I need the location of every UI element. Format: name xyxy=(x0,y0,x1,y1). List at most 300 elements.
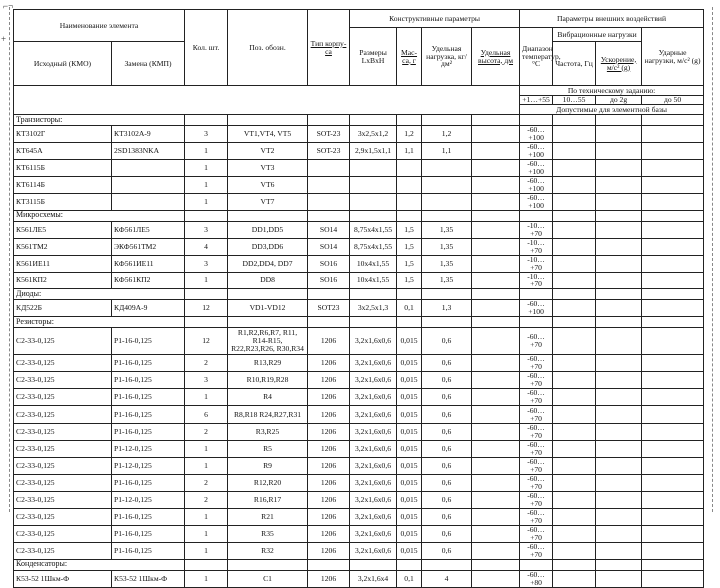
header-uskorenie: Ускорение, м/с² (g) xyxy=(596,42,642,86)
cell-temp: -60…+100 xyxy=(520,142,553,159)
header-kol: Кол. шт. xyxy=(185,10,228,86)
empty-cell xyxy=(642,210,704,221)
cell-temp: -60…+70 xyxy=(520,424,553,441)
cell-repl: КФ561ЛЕ5 xyxy=(112,221,185,238)
cell-mass: 0,015 xyxy=(397,355,422,372)
cell-temp: -60…+70 xyxy=(520,542,553,559)
cell-accel xyxy=(596,193,642,210)
cell-shock xyxy=(642,475,704,492)
cell-repl: Р1-16-0,125 xyxy=(112,542,185,559)
empty-cell xyxy=(185,317,228,328)
cell-kol: 1 xyxy=(185,142,228,159)
cell-shock xyxy=(642,238,704,255)
header-massa: Мас-са, г xyxy=(397,28,422,86)
cell-nagr: 0,6 xyxy=(422,355,472,372)
cell-corp: SO14 xyxy=(308,221,350,238)
cell-repl: Р1-16-0,125 xyxy=(112,355,185,372)
cell-dims: 8,75x4x1,55 xyxy=(350,221,397,238)
cell-poz: VT7 xyxy=(228,193,308,210)
cell-accel xyxy=(596,458,642,475)
cell-orig: С2-33-0,125 xyxy=(14,424,112,441)
cell-kol: 2 xyxy=(185,475,228,492)
cell-freq xyxy=(553,255,596,272)
cell-poz: R13,R29 xyxy=(228,355,308,372)
cell-kol: 2 xyxy=(185,355,228,372)
cell-corp: 1206 xyxy=(308,355,350,372)
cell-repl: Р1-12-0,125 xyxy=(112,458,185,475)
cell-repl: КД409А-9 xyxy=(112,300,185,317)
cell-shock xyxy=(642,300,704,317)
cell-poz: VT1,VT4, VT5 xyxy=(228,126,308,143)
empty-cell xyxy=(185,559,228,570)
header-poz: Поз. обозн. xyxy=(228,10,308,86)
cell-freq xyxy=(553,372,596,389)
cell-vys xyxy=(472,570,520,587)
cell-mass xyxy=(397,159,422,176)
cell-repl: 2SD1383NKA xyxy=(112,142,185,159)
cell-vys xyxy=(472,525,520,542)
cell-accel xyxy=(596,142,642,159)
cell-freq xyxy=(553,542,596,559)
cell-kol: 3 xyxy=(185,126,228,143)
cell-temp: -60…+70 xyxy=(520,372,553,389)
cell-accel xyxy=(596,406,642,424)
empty-cell xyxy=(397,317,422,328)
empty-cell xyxy=(596,559,642,570)
cell-kol: 1 xyxy=(185,542,228,559)
cell-freq xyxy=(553,355,596,372)
cell-kol: 12 xyxy=(185,300,228,317)
cell-nagr xyxy=(422,159,472,176)
cell-orig: КТ645А xyxy=(14,142,112,159)
cell-accel xyxy=(596,475,642,492)
header-udarnye: Ударные нагрузки, м/с² (g) xyxy=(642,28,704,86)
cell-orig: К561ЛЕ5 xyxy=(14,221,112,238)
cell-dims: 8,75x4x1,55 xyxy=(350,238,397,255)
cell-accel xyxy=(596,525,642,542)
section-row xyxy=(14,115,704,126)
cell-orig: С2-33-0,125 xyxy=(14,525,112,542)
empty-cell xyxy=(472,115,520,126)
empty-cell xyxy=(520,559,553,570)
cell-orig: КТ6115Б xyxy=(14,159,112,176)
header-udel-nagr: Удельная нагрузка, кг/дм² xyxy=(422,28,472,86)
cell-corp: 1206 xyxy=(308,458,350,475)
cell-shock xyxy=(642,255,704,272)
cell-freq xyxy=(553,193,596,210)
cell-shock xyxy=(642,221,704,238)
cell-orig: КТ3115Б xyxy=(14,193,112,210)
tz-value-accel: до 2g xyxy=(596,96,642,105)
cell-temp: -10…+70 xyxy=(520,221,553,238)
header-udel-vys: Удельная высота, дм xyxy=(472,28,520,86)
cell-orig: С2-33-0,125 xyxy=(14,372,112,389)
cell-mass: 1,2 xyxy=(397,126,422,143)
cell-corp: 1206 xyxy=(308,441,350,458)
cell-dims: 3,2x1,6x0,6 xyxy=(350,508,397,525)
cell-corp: 1206 xyxy=(308,406,350,424)
section-row xyxy=(14,210,704,221)
cell-vys xyxy=(472,406,520,424)
cell-shock xyxy=(642,389,704,406)
cell-vys xyxy=(472,372,520,389)
cell-dims: 3,2x1,6x0,6 xyxy=(350,389,397,406)
cell-mass: 1,5 xyxy=(397,255,422,272)
table-row xyxy=(14,193,704,210)
empty-cell xyxy=(422,317,472,328)
table-row xyxy=(14,389,704,406)
cell-accel xyxy=(596,424,642,441)
cell-freq xyxy=(553,525,596,542)
cell-orig: К561КП2 xyxy=(14,272,112,289)
cell-nagr: 1,35 xyxy=(422,255,472,272)
empty-cell xyxy=(185,289,228,300)
cell-poz: DD3,DD6 xyxy=(228,238,308,255)
tz-label: По техническому заданию: xyxy=(520,86,704,96)
empty-cell xyxy=(350,317,397,328)
section-title: Микросхемы: xyxy=(14,210,185,221)
section-title: Резисторы: xyxy=(14,317,185,328)
header-razmery: Размеры LxBxH xyxy=(350,28,397,86)
cell-dims xyxy=(350,176,397,193)
cell-shock xyxy=(642,176,704,193)
table-row xyxy=(14,328,704,355)
cell-nagr: 0,6 xyxy=(422,475,472,492)
cell-poz: VT2 xyxy=(228,142,308,159)
cell-freq xyxy=(553,475,596,492)
cell-dims xyxy=(350,193,397,210)
cell-temp: -60…+100 xyxy=(520,176,553,193)
cell-vys xyxy=(472,441,520,458)
cell-nagr: 0,6 xyxy=(422,389,472,406)
cell-orig: С2-33-0,125 xyxy=(14,441,112,458)
empty-cell xyxy=(553,317,596,328)
cell-repl: КФ561КП2 xyxy=(112,272,185,289)
cell-poz: R21 xyxy=(228,508,308,525)
cell-nagr: 0,6 xyxy=(422,491,472,508)
cell-kol: 1 xyxy=(185,441,228,458)
cell-repl: Р1-16-0,125 xyxy=(112,508,185,525)
cell-kol: 2 xyxy=(185,424,228,441)
section-row xyxy=(14,559,704,570)
cell-accel xyxy=(596,441,642,458)
section-title: Диоды: xyxy=(14,289,185,300)
cell-repl: Р1-12-0,125 xyxy=(112,491,185,508)
table-row xyxy=(14,508,704,525)
table-row xyxy=(14,441,704,458)
cell-poz: DD8 xyxy=(228,272,308,289)
table-row xyxy=(14,570,704,587)
cell-accel xyxy=(596,255,642,272)
cell-shock xyxy=(642,328,704,355)
cell-shock xyxy=(642,525,704,542)
cell-orig: К561ИЕ11 xyxy=(14,255,112,272)
empty-cell xyxy=(228,210,308,221)
cell-mass: 1,5 xyxy=(397,238,422,255)
cell-repl xyxy=(112,176,185,193)
cell-corp: 1206 xyxy=(308,491,350,508)
cell-accel xyxy=(596,221,642,238)
tz-value-freq: 10…55 xyxy=(553,96,596,105)
empty-cell xyxy=(596,317,642,328)
cell-repl: Р1-16-0,125 xyxy=(112,525,185,542)
cell-temp: -60…+100 xyxy=(520,300,553,317)
table-row xyxy=(14,372,704,389)
empty-cell xyxy=(596,210,642,221)
cell-dims: 10x4x1,55 xyxy=(350,272,397,289)
cell-temp: -60…+70 xyxy=(520,458,553,475)
cell-temp: -60…+100 xyxy=(520,126,553,143)
cell-dims: 3,2x1,6x0,6 xyxy=(350,491,397,508)
cell-dims: 3,2x1,6x4 xyxy=(350,570,397,587)
cell-nagr xyxy=(422,193,472,210)
cell-shock xyxy=(642,570,704,587)
cell-accel xyxy=(596,126,642,143)
empty-cell xyxy=(472,559,520,570)
cell-nagr: 1,2 xyxy=(422,126,472,143)
cell-vys xyxy=(472,389,520,406)
cell-temp: -60…+70 xyxy=(520,389,553,406)
cell-corp: 1206 xyxy=(308,328,350,355)
cell-freq xyxy=(553,570,596,587)
cell-kol: 3 xyxy=(185,221,228,238)
cell-repl: КФ561ИЕ11 xyxy=(112,255,185,272)
header-tip: Тип корпу-са xyxy=(308,10,350,86)
cell-orig: С2-33-0,125 xyxy=(14,542,112,559)
cell-shock xyxy=(642,193,704,210)
cell-nagr: 1,35 xyxy=(422,272,472,289)
empty-cell xyxy=(472,289,520,300)
cell-corp: 1206 xyxy=(308,542,350,559)
cell-freq xyxy=(553,272,596,289)
cell-orig: К53-52 1Шкм-Ф xyxy=(14,570,112,587)
cell-repl: Р1-16-0,125 xyxy=(112,475,185,492)
cell-freq xyxy=(553,491,596,508)
header-ishodnyi: Исходный (КМО) xyxy=(14,42,112,86)
cell-freq xyxy=(553,238,596,255)
cell-repl: К53-52 1Шкм-Ф xyxy=(112,570,185,587)
cell-poz: C1 xyxy=(228,570,308,587)
cell-accel xyxy=(596,272,642,289)
cell-vys xyxy=(472,221,520,238)
cell-dims: 10x4x1,55 xyxy=(350,255,397,272)
cell-nagr xyxy=(422,176,472,193)
cell-kol: 1 xyxy=(185,272,228,289)
cell-poz: R32 xyxy=(228,542,308,559)
cell-vys xyxy=(472,300,520,317)
cell-temp: -60…+70 xyxy=(520,508,553,525)
cell-repl xyxy=(112,193,185,210)
cell-poz: R3,R25 xyxy=(228,424,308,441)
cell-mass xyxy=(397,176,422,193)
cell-mass: 0,015 xyxy=(397,542,422,559)
cell-nagr: 0,6 xyxy=(422,424,472,441)
cell-temp: -60…+70 xyxy=(520,475,553,492)
cell-shock xyxy=(642,458,704,475)
cell-accel xyxy=(596,542,642,559)
empty-cell xyxy=(350,289,397,300)
header-chastota: Частота, Гц xyxy=(553,42,596,86)
cell-dims: 3,2x1,6x0,6 xyxy=(350,372,397,389)
cell-orig: С2-33-0,125 xyxy=(14,389,112,406)
cell-vys xyxy=(472,491,520,508)
cell-accel xyxy=(596,372,642,389)
cell-dims: 2,9x1,5x1,1 xyxy=(350,142,397,159)
allowed-label: Допустимые для элементной базы xyxy=(520,105,704,115)
header-element-name: Наименование элемента xyxy=(14,10,185,42)
cell-repl xyxy=(112,159,185,176)
cell-vys xyxy=(472,238,520,255)
cell-mass: 0,015 xyxy=(397,328,422,355)
cell-poz: R16,R17 xyxy=(228,491,308,508)
header-params: Параметры внешних воздействий xyxy=(520,10,704,28)
table-row xyxy=(14,300,704,317)
cell-poz: DD2,DD4, DD7 xyxy=(228,255,308,272)
cell-accel xyxy=(596,570,642,587)
table-row xyxy=(14,272,704,289)
cell-vys xyxy=(472,508,520,525)
empty-cell xyxy=(520,317,553,328)
header-vibr: Вибрационные нагрузки xyxy=(553,28,642,42)
empty-cell xyxy=(642,115,704,126)
cell-dims: 3,2x1,6x0,6 xyxy=(350,424,397,441)
cell-mass: 1,5 xyxy=(397,272,422,289)
cell-shock xyxy=(642,508,704,525)
empty-cell xyxy=(308,289,350,300)
empty-cell xyxy=(185,210,228,221)
cell-mass: 0,015 xyxy=(397,372,422,389)
header-konstr: Конструктивные параметры xyxy=(350,10,520,28)
cell-freq xyxy=(553,176,596,193)
cell-kol: 2 xyxy=(185,491,228,508)
cell-dims: 3,2x1,6x0,6 xyxy=(350,441,397,458)
cell-corp: SOT23 xyxy=(308,300,350,317)
cell-orig: С2-33-0,125 xyxy=(14,328,112,355)
section-title: Транзисторы: xyxy=(14,115,185,126)
cell-mass: 0,015 xyxy=(397,389,422,406)
empty-cell xyxy=(397,289,422,300)
cell-shock xyxy=(642,542,704,559)
cell-repl: Р1-12-0,125 xyxy=(112,441,185,458)
cell-freq xyxy=(553,159,596,176)
cell-kol: 1 xyxy=(185,193,228,210)
empty-cell xyxy=(520,210,553,221)
cell-shock xyxy=(642,441,704,458)
cell-corp: SO16 xyxy=(308,255,350,272)
cell-kol: 6 xyxy=(185,406,228,424)
tz-value-shock: до 50 xyxy=(642,96,704,105)
cell-nagr: 0,6 xyxy=(422,406,472,424)
cell-mass: 0,015 xyxy=(397,475,422,492)
cell-orig: С2-33-0,125 xyxy=(14,491,112,508)
cell-vys xyxy=(472,176,520,193)
section-title: Конденсаторы: xyxy=(14,559,185,570)
table-row xyxy=(14,406,704,424)
cell-shock xyxy=(642,272,704,289)
empty-cell xyxy=(350,115,397,126)
cell-dims: 3,2x1,6x0,6 xyxy=(350,355,397,372)
table-row xyxy=(14,424,704,441)
cell-orig: С2-33-0,125 xyxy=(14,508,112,525)
empty-cell xyxy=(228,317,308,328)
empty-cell xyxy=(596,115,642,126)
cell-orig: К561ТМ2 xyxy=(14,238,112,255)
components-table xyxy=(13,9,704,588)
cell-freq xyxy=(553,300,596,317)
cell-shock xyxy=(642,424,704,441)
empty-cell xyxy=(642,289,704,300)
cell-kol: 1 xyxy=(185,389,228,406)
cell-dims: 3,2x1,6x0,6 xyxy=(350,406,397,424)
cell-corp: 1206 xyxy=(308,372,350,389)
cell-corp: 1206 xyxy=(308,508,350,525)
cell-mass: 0,015 xyxy=(397,508,422,525)
cell-freq xyxy=(553,424,596,441)
cell-shock xyxy=(642,142,704,159)
cell-nagr: 0,6 xyxy=(422,525,472,542)
cell-corp: 1206 xyxy=(308,424,350,441)
empty-cell xyxy=(228,115,308,126)
cell-kol: 3 xyxy=(185,372,228,389)
cell-accel xyxy=(596,238,642,255)
cell-orig: КТ6114Б xyxy=(14,176,112,193)
cell-vys xyxy=(472,424,520,441)
cell-poz: R4 xyxy=(228,389,308,406)
section-row xyxy=(14,317,704,328)
cell-dims: 3,2x1,6x0,6 xyxy=(350,458,397,475)
cell-kol: 1 xyxy=(185,508,228,525)
cell-accel xyxy=(596,491,642,508)
empty-cell xyxy=(472,317,520,328)
table-row xyxy=(14,255,704,272)
cell-temp: -60…+70 xyxy=(520,406,553,424)
cell-dims: 3,2x1,6x0,6 xyxy=(350,542,397,559)
cell-poz: R10,R19,R28 xyxy=(228,372,308,389)
cell-mass: 0,015 xyxy=(397,525,422,542)
cell-shock xyxy=(642,126,704,143)
cell-shock xyxy=(642,372,704,389)
cell-orig: КД522Б xyxy=(14,300,112,317)
table-row xyxy=(14,355,704,372)
table-row xyxy=(14,525,704,542)
cell-vys xyxy=(472,475,520,492)
cell-repl: Р1-16-0,125 xyxy=(112,406,185,424)
cell-kol: 1 xyxy=(185,176,228,193)
cell-kol: 4 xyxy=(185,238,228,255)
table-row xyxy=(14,142,704,159)
cell-poz: R9 xyxy=(228,458,308,475)
empty-cell xyxy=(553,289,596,300)
table-row xyxy=(14,491,704,508)
cell-poz: R12,R20 xyxy=(228,475,308,492)
cell-temp: -60…+100 xyxy=(520,193,553,210)
cell-poz: VT3 xyxy=(228,159,308,176)
cell-repl: Р1-16-0,125 xyxy=(112,328,185,355)
cell-mass: 1,5 xyxy=(397,221,422,238)
cell-nagr: 0,6 xyxy=(422,328,472,355)
cell-mass: 0,015 xyxy=(397,424,422,441)
empty-cell xyxy=(308,317,350,328)
table-row xyxy=(14,238,704,255)
empty-cell xyxy=(553,210,596,221)
cell-nagr: 0,6 xyxy=(422,458,472,475)
cell-corp: SO14 xyxy=(308,238,350,255)
cell-freq xyxy=(553,508,596,525)
cell-corp: SOT-23 xyxy=(308,126,350,143)
cell-corp xyxy=(308,193,350,210)
cell-kol: 12 xyxy=(185,328,228,355)
cell-vys xyxy=(472,458,520,475)
